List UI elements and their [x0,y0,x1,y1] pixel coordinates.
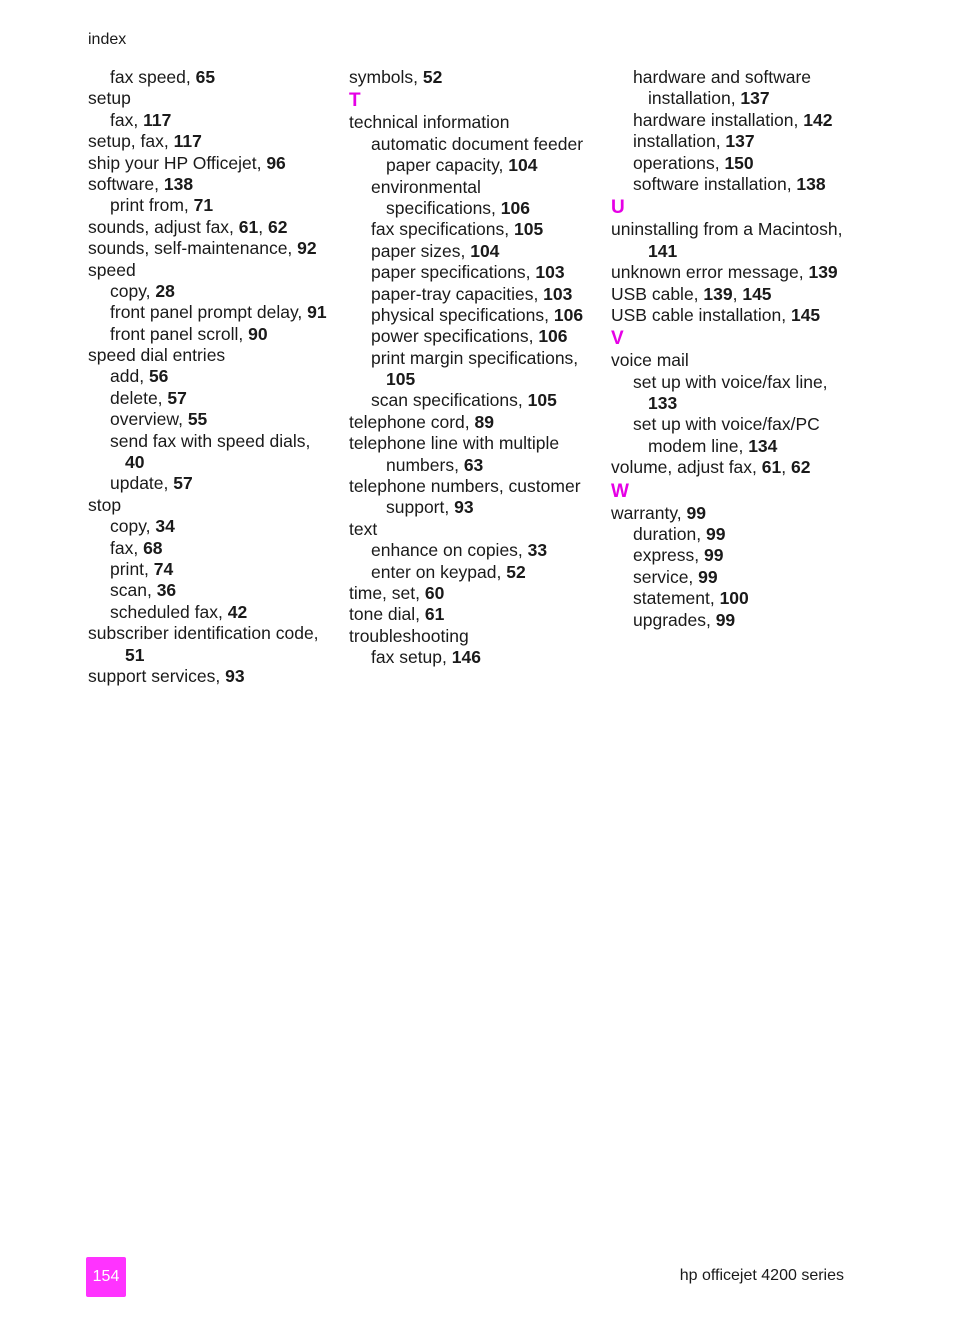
index-entry [349,305,599,326]
page-number: 154 [86,1257,126,1297]
index-letter-heading: W [611,480,629,502]
index-page-ref[interactable]: 105 [386,369,416,390]
index-entry-term: overview, [110,409,188,430]
index-entry [611,305,861,326]
index-entry [611,67,861,88]
index-entry-term: send fax with speed dials, [110,430,311,451]
index-page-ref[interactable]: 105 [527,390,557,411]
index-entry [88,452,338,473]
index-entry [611,393,861,414]
index-entry [88,366,338,387]
index-entry-term: subscriber identification code, [88,623,319,644]
index-page-ref[interactable]: 57 [173,473,193,494]
index-page-ref[interactable]: 150 [724,152,754,173]
index-entry [88,473,338,494]
index-letter-heading: T [349,90,361,112]
index-entry-term: express, [633,545,704,566]
index-page-ref[interactable]: 100 [719,588,749,609]
index-entry [88,174,338,195]
index-entry-term: volume, adjust fax, [611,457,762,478]
index-entry-term: technical information [349,112,510,133]
index-entry-term: scan specifications, [371,390,528,411]
index-entry-term: specifications, [386,197,501,218]
index-entry [88,559,338,580]
index-entry-term: update, [110,473,174,494]
index-entry-term: delete, [110,387,168,408]
index-entry [349,604,599,625]
index-column-2 [349,67,599,669]
index-entry-term: add, [110,366,149,387]
index-entry [349,583,599,604]
index-entry-term: environmental [371,176,481,197]
index-entry-term: fax setup, [371,647,452,668]
index-entry [611,174,861,195]
index-page-ref[interactable]: 56 [148,366,169,387]
index-entry-term: symbols, [349,67,423,87]
index-entry [349,540,599,561]
index-page-ref[interactable]: 104 [508,155,538,176]
index-entry [611,610,861,631]
index-entry [349,348,599,369]
index-entry [349,67,599,88]
index-entry-term: fax, [110,109,144,130]
index-entry-term: power specifications, [371,326,539,347]
index-entry [349,112,599,133]
index-entry-term: software installation, [633,173,797,194]
index-entry-term: setup [88,88,131,109]
index-entry [88,260,338,281]
index-page-ref[interactable]: 63 [463,454,484,475]
index-page-ref[interactable]: 90 [248,323,268,344]
index-entry: volume, adjust fax, 61, 62 [611,457,811,478]
index-entry-term: copy, [110,516,156,537]
index-page-ref[interactable]: 51 [125,644,145,665]
index-entry [611,588,861,609]
index-entry-term: print, [110,558,154,579]
index-page-ref[interactable]: 36 [156,580,177,601]
index-page-ref[interactable]: 74 [153,558,174,579]
index-entry-term: front panel scroll, [110,323,249,344]
index-page-ref[interactable]: 89 [474,411,494,432]
index-entry-term: installation, [648,88,741,109]
index-entry [611,436,861,457]
index-entry [349,241,599,262]
index-entry-term: scheduled fax, [110,601,228,622]
index-entry [349,412,599,433]
index-entry-term: telephone cord, [349,411,475,432]
index-entry [349,177,599,198]
index-page-ref[interactable]: 52 [422,67,443,87]
index-page-ref[interactable]: 93 [454,497,474,518]
index-entry [611,262,861,283]
index-entry [611,241,861,262]
index-entry [349,198,599,219]
index-entry [349,134,599,155]
index-entry [88,238,338,259]
index-entry-term: scan, [110,580,157,601]
index-page-ref[interactable]: 106 [500,197,530,218]
index-entry-term: warranty, [611,502,687,523]
index-column-3 [611,67,861,631]
index-page-ref[interactable]: 139 [703,283,733,304]
index-entry [88,88,338,109]
index-entry [611,219,861,240]
index-entry-term: duration, [633,524,706,545]
index-entry-term: print from, [110,195,194,216]
index-entry [349,369,599,390]
index-entry-term: speed dial entries [88,345,226,366]
index-entry-term: numbers, [386,454,464,475]
index-page-ref[interactable]: 106 [553,304,584,325]
index-page-ref[interactable]: 61 [761,457,782,478]
index-page-ref[interactable]: 42 [227,601,248,622]
index-entry [349,497,599,518]
index-entry-term: tone dial, [349,604,425,625]
index-page-ref[interactable]: 40 [125,452,145,473]
index-entry [611,524,861,545]
index-page-ref[interactable]: 71 [193,195,214,216]
index-page-ref[interactable]: 99 [686,502,706,523]
index-entry-term: USB cable installation, [611,304,791,325]
index-page-ref[interactable]: 68 [143,537,163,558]
index-entry [349,284,599,305]
running-head: index [88,31,127,48]
index-entry-term: copy, [110,280,156,301]
index-letter-heading: U [611,197,625,219]
index-entry [88,580,338,601]
index-page-ref[interactable]: 133 [648,393,678,414]
index-page-ref[interactable]: 141 [648,240,678,261]
index-entry [611,88,861,109]
index-page-ref[interactable]: 138 [796,173,826,194]
index-page-ref[interactable]: 117 [143,109,172,130]
index-entry-term: telephone numbers, customer [349,476,581,497]
index-page-ref[interactable]: 52 [506,561,526,582]
index-entry [88,666,338,687]
index-entry-term: setup, fax, [88,131,174,152]
index-entry-term: fax specifications, [371,219,514,240]
index-page-ref[interactable]: 60 [424,582,445,603]
index-entry-term: paper capacity, [386,155,509,176]
index-entry [88,409,338,430]
index-entry [611,372,861,393]
index-entry-term: set up with voice/fax line, [633,371,828,392]
index-entry-term: sounds, adjust fax, [88,216,239,237]
index-page-ref[interactable]: 33 [527,540,548,561]
index-entry-term: automatic document feeder [371,133,584,154]
index-page-ref[interactable]: 137 [740,88,770,109]
index-entry [349,519,599,540]
index-page-ref[interactable]: 142 [803,109,833,130]
index-page-ref[interactable]: 93 [225,665,245,686]
index-page-ref[interactable]: 103 [543,283,573,304]
index-page-ref[interactable]: 117 [173,131,202,152]
index-entry [88,495,338,516]
index-entry [88,516,338,537]
index-entry [88,153,338,174]
index-entry-term: statement, [633,588,720,609]
index-entry-term: print margin specifications, [371,347,579,368]
index-entry-term: fax speed, [110,67,196,87]
index-entry-term: support, [386,497,455,518]
index-entry [611,110,861,131]
index-entry [349,647,599,668]
index-page-ref[interactable]: 65 [195,67,216,87]
footer-product-title: hp officejet 4200 series [679,1267,844,1284]
index-entry [611,350,861,371]
index-page-ref[interactable]: 99 [704,545,724,566]
index-entry [88,281,338,302]
index-page-ref[interactable]: 61 [424,604,445,625]
index-page-ref[interactable]: 104 [470,240,500,261]
index-page-ref[interactable]: 28 [155,280,175,301]
index-page-ref[interactable]: 34 [155,516,175,537]
index-entry-term: service, [633,566,699,587]
index-entry [88,645,338,666]
index-entry [611,567,861,588]
index-entry-term: front panel prompt delay, [110,302,308,323]
index-entry-term: stop [88,494,122,515]
index-entry [88,195,338,216]
index-entry-term: paper sizes, [371,240,471,261]
index-entry [88,388,338,409]
index-page-ref[interactable]: 62 [268,216,288,237]
index-entry [349,433,599,454]
index-page-ref[interactable]: 134 [748,435,778,456]
index-entry [611,414,861,435]
index-entry-term: physical specifications, [371,304,554,325]
index-page-ref[interactable]: 96 [266,152,286,173]
index-entry [88,110,338,131]
index-entry-term: support services, [88,665,226,686]
index-entry-term: enhance on copies, [371,540,528,561]
index-entry [349,626,599,647]
index-entry [349,219,599,240]
index-page-ref[interactable]: 91 [307,302,327,323]
index-entry [611,545,861,566]
index-entry [88,131,338,152]
index-entry-term: text [349,518,378,539]
index-entry-term: unknown error message, [611,262,809,283]
index-page-ref[interactable]: 106 [538,326,568,347]
index-page-ref[interactable]: 92 [297,238,317,259]
index-entry [349,562,599,583]
index-page-ref[interactable]: 99 [698,566,718,587]
index-entry [88,623,338,644]
index-entry-term: paper specifications, [371,262,536,283]
index-entry-term: troubleshooting [349,625,469,646]
index-page-ref[interactable]: 103 [535,262,565,283]
index-entry [349,262,599,283]
index-entry-term: uninstalling from a Macintosh, [611,219,843,240]
index-entry-term: enter on keypad, [371,561,507,582]
index-page-ref[interactable]: 99 [705,524,726,545]
index-entry [349,155,599,176]
index-entry [349,326,599,347]
index-entry-term: hardware installation, [633,109,804,130]
index-entry-term: telephone line with multiple [349,433,560,454]
index-entry [349,476,599,497]
index-page-ref[interactable]: 61 [238,216,259,237]
index-entry-term: operations, [633,152,725,173]
index-entry [349,390,599,411]
index-entry-term: USB cable, [611,283,704,304]
index-page-ref[interactable]: 145 [790,304,821,325]
index-entry-term: ship your HP Officejet, [88,152,267,173]
index-entry: USB cable, 139, 145 [611,283,772,304]
index-entry-term: sounds, self-maintenance, [88,238,298,259]
index-entry-term: modem line, [648,435,749,456]
index-entry-term: software, [88,173,164,194]
index-column-1 [88,67,338,687]
index-entry [611,503,861,524]
index-entry: sounds, adjust fax, 61, 62 [88,216,288,237]
index-entry [88,324,338,345]
index-entry [88,345,338,366]
index-entry [611,131,861,152]
index-page-ref[interactable]: 99 [715,609,736,630]
index-entry [88,431,338,452]
index-page-ref[interactable]: 62 [790,457,811,478]
index-page-ref[interactable]: 137 [725,131,755,152]
index-page-ref[interactable]: 138 [163,173,194,194]
index-entry [349,455,599,476]
index-page-ref[interactable]: 139 [808,262,838,283]
index-entry-term: hardware and software [633,67,812,87]
index-entry [88,302,338,323]
index-page-ref[interactable]: 146 [451,647,481,668]
index-page-ref[interactable]: 57 [167,387,187,408]
index-page-ref[interactable]: 55 [187,409,208,430]
index-entry [611,153,861,174]
index-entry [88,538,338,559]
index-entry-term: fax, [110,537,144,558]
index-entry-term: installation, [633,131,726,152]
index-entry [88,67,338,88]
index-entry-term: speed [88,259,136,280]
index-entry-term: paper-tray capacities, [371,283,544,304]
index-letter-heading: V [611,328,624,350]
index-entry-term: set up with voice/fax/PC [633,414,820,435]
index-page-ref[interactable]: 145 [742,283,772,304]
index-entry-term: time, set, [349,582,425,603]
index-entry [88,602,338,623]
index-page-ref[interactable]: 105 [513,219,544,240]
index-entry-term: upgrades, [633,609,716,630]
index-entry-term: voice mail [611,350,689,371]
